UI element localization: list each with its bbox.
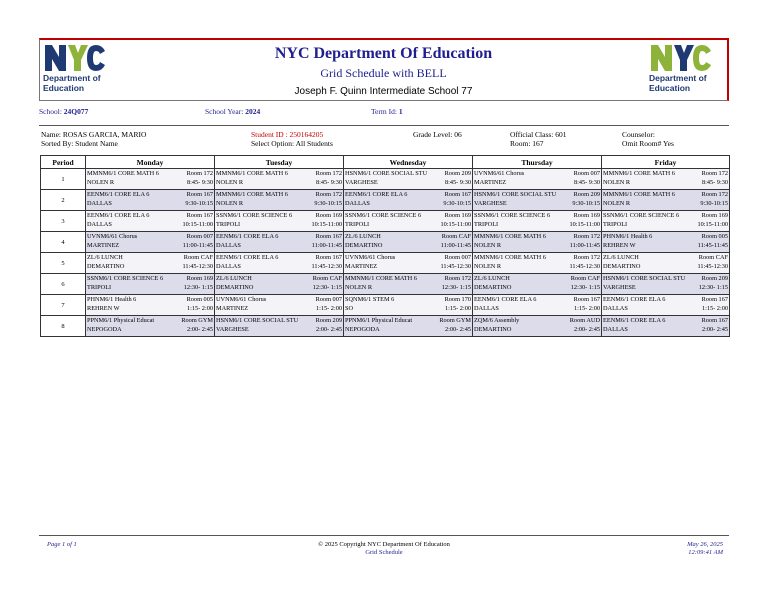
- nyc-logo-icon: [649, 43, 719, 73]
- room-number: Room 167: [315, 233, 342, 240]
- report-subtitle: Grid Schedule with BELL: [320, 66, 447, 80]
- teacher-name: DALLAS: [474, 305, 499, 312]
- schedule-cell: [86, 190, 215, 211]
- course-name: SSNM6/1 CORE SCIENCE 6: [345, 212, 422, 219]
- room-number: Room 172: [315, 170, 342, 177]
- schedule-cell: [215, 253, 344, 274]
- course-name: EENM6/1 CORE ELA 6: [216, 254, 279, 261]
- course-name: MMNM6/1 CORE MATH 6: [345, 275, 417, 282]
- period-number: 4: [41, 232, 86, 253]
- schedule-cell: [602, 169, 730, 190]
- class-time: 8:45- 9:30: [444, 179, 471, 186]
- period-number: 3: [41, 211, 86, 232]
- room-number: Room 169: [186, 275, 213, 282]
- course-name: EENM6/1 CORE ELA 6: [603, 317, 666, 324]
- class-time: 8:45- 9:30: [186, 179, 213, 186]
- class-time: 8:45- 9:30: [701, 179, 728, 186]
- omit-room: Omit Room# Yes: [622, 139, 674, 148]
- teacher-name: DEMARTINO: [474, 284, 512, 291]
- schedule-cell: [215, 274, 344, 295]
- teacher-name: DEMARTINO: [216, 284, 254, 291]
- teacher-name: VARGHESE: [603, 284, 636, 291]
- schedule-cell: [473, 295, 602, 316]
- table-row: [41, 211, 730, 232]
- footer-divider: [39, 535, 729, 536]
- teacher-name: VARGHESE: [216, 326, 249, 333]
- student-name: Name: ROSAS GARCIA, MARIO: [41, 130, 147, 139]
- logo-dept-text: [649, 73, 719, 93]
- schedule-cell: [215, 316, 344, 337]
- course-name: PPNM6/1 Physical Educat: [345, 317, 413, 324]
- class-time: 11:00-11:45: [311, 242, 342, 249]
- teacher-name: DALLAS: [345, 200, 370, 207]
- room-number: Room GYM: [439, 317, 471, 324]
- room-number: Room 169: [444, 212, 471, 219]
- counselor-block: [622, 130, 674, 148]
- print-timestamp: [687, 541, 723, 557]
- course-name: MMNM6/1 CORE MATH 6: [603, 191, 675, 198]
- class-time: 11:00-11:45: [440, 242, 471, 249]
- teacher-name: MARTINEZ: [474, 179, 507, 186]
- term-value: 1: [398, 107, 403, 116]
- class-time: 10:15-11:00: [697, 221, 728, 228]
- class-time: 2:00- 2:45: [701, 326, 728, 333]
- room-number: Room 172: [701, 191, 728, 198]
- class-time: 11:45-12:30: [569, 263, 600, 270]
- course-name: ZL/6 LUNCH: [474, 275, 510, 282]
- class-time: 11:45-12:30: [182, 263, 213, 270]
- table-row: [41, 295, 730, 316]
- room-number: Room 169: [701, 212, 728, 219]
- schedule-cell: [344, 211, 473, 232]
- teacher-name: TRIPOLI: [216, 221, 241, 228]
- room-number: Room 167: [444, 191, 471, 198]
- course-name: PPNM6/1 Physical Educat: [87, 317, 155, 324]
- class-time: 12:30- 1:15: [312, 284, 342, 291]
- class-time: 2:00- 2:45: [186, 326, 213, 333]
- room-number: Room 170: [444, 296, 471, 303]
- room-number: Room 007: [186, 233, 213, 240]
- period-number: 2: [41, 190, 86, 211]
- table-row: [41, 274, 730, 295]
- teacher-name: DEMARTINO: [603, 263, 641, 270]
- teacher-name: SO: [345, 305, 354, 312]
- course-name: SSNM6/1 CORE SCIENCE 6: [603, 212, 680, 219]
- class-time: 12:30- 1:15: [570, 284, 600, 291]
- class-time: 9:30-10:15: [443, 200, 471, 207]
- schedule-cell: [215, 190, 344, 211]
- class-time: 9:30-10:15: [185, 200, 213, 207]
- class-time: 11:00-11:45: [569, 242, 600, 249]
- course-name: EENM6/1 CORE ELA 6: [474, 296, 537, 303]
- room-number: Room CAF: [698, 254, 728, 261]
- course-name: ZL/6 LUNCH: [345, 233, 381, 240]
- schedule-cell: [602, 253, 730, 274]
- schedule-grid: [40, 155, 730, 337]
- logo-dept-line1: Department of: [43, 73, 101, 83]
- school-label: School:: [39, 107, 62, 116]
- class-time: 2:00- 2:45: [444, 326, 471, 333]
- footer-center: [0, 541, 768, 557]
- teacher-name: NOLEN R: [345, 284, 373, 291]
- room-number: Room 172: [186, 170, 213, 177]
- select-option: Select Option: All Students: [251, 139, 333, 148]
- teacher-name: TRIPOLI: [345, 221, 370, 228]
- teacher-name: MARTINEZ: [216, 305, 249, 312]
- schedule-cell: [602, 295, 730, 316]
- divider: [39, 125, 729, 126]
- student-name-block: [41, 130, 146, 148]
- room-number: Room 169: [315, 212, 342, 219]
- teacher-name: NEPOGODA: [345, 326, 380, 333]
- course-name: HSNM6/1 CORE SOCIAL STU: [345, 170, 428, 177]
- room-number: Room 167: [186, 191, 213, 198]
- teacher-name: NOLEN R: [603, 179, 631, 186]
- room-number: Room 209: [701, 275, 728, 282]
- schedule-cell: [473, 253, 602, 274]
- homeroom: Room: 167: [510, 139, 544, 148]
- room-number: Room 209: [315, 317, 342, 324]
- table-row: [41, 232, 730, 253]
- schedule-cell: [473, 232, 602, 253]
- class-time: 11:45-12:30: [440, 263, 471, 270]
- course-name: UVNM6/61 Chorus: [216, 296, 267, 303]
- room-number: Room CAF: [312, 275, 342, 282]
- class-time: 1:15- 2:00: [186, 305, 213, 312]
- class-time: 11:45-12:30: [311, 263, 342, 270]
- course-name: MMNM6/1 CORE MATH 6: [474, 254, 546, 261]
- schedule-cell: [602, 274, 730, 295]
- table-row: [41, 253, 730, 274]
- class-time: 10:15-11:00: [182, 221, 213, 228]
- col-header-tuesday: Tuesday: [215, 156, 344, 169]
- course-name: MMNM6/1 CORE MATH 6: [474, 233, 546, 240]
- schedule-cell: [473, 190, 602, 211]
- class-time: 11:45-12:30: [697, 263, 728, 270]
- schedule-cell: [344, 232, 473, 253]
- course-name: MMNM6/1 CORE MATH 6: [216, 170, 288, 177]
- period-number: 1: [41, 169, 86, 190]
- room-number: Room 169: [573, 212, 600, 219]
- teacher-name: MARTINEZ: [345, 263, 378, 270]
- schedule-cell: [215, 232, 344, 253]
- class-time: 12:30- 1:15: [183, 284, 213, 291]
- col-header-wednesday: Wednesday: [344, 156, 473, 169]
- schedule-cell: [86, 232, 215, 253]
- class-time: 10:15-11:00: [311, 221, 342, 228]
- course-name: ZQM/6 Assembly: [474, 317, 520, 324]
- period-number: 8: [41, 316, 86, 337]
- room-number: Room 172: [573, 254, 600, 261]
- class-block: [510, 130, 567, 148]
- school-value: 24Q077: [63, 107, 89, 116]
- room-number: Room 167: [315, 254, 342, 261]
- logo-dept-line2: Education: [43, 83, 85, 93]
- school-info: [39, 107, 88, 116]
- room-number: Room CAF: [570, 275, 600, 282]
- room-number: Room CAF: [441, 233, 471, 240]
- teacher-name: MARTINEZ: [87, 242, 120, 249]
- class-time: 10:15-11:00: [440, 221, 471, 228]
- teacher-name: TRIPOLI: [474, 221, 499, 228]
- course-name: ZL/6 LUNCH: [216, 275, 252, 282]
- period-number: 7: [41, 295, 86, 316]
- course-name: HSNM6/1 CORE SOCIAL STU: [603, 275, 686, 282]
- student-id: Student ID : 250164205: [251, 130, 324, 139]
- schedule-cell: [602, 190, 730, 211]
- course-name: SSNM6/1 CORE SCIENCE 6: [216, 212, 293, 219]
- room-number: Room 172: [444, 275, 471, 282]
- table-row: [41, 190, 730, 211]
- teacher-name: DALLAS: [216, 263, 241, 270]
- course-name: ZL/6 LUNCH: [87, 254, 123, 261]
- teacher-name: NOLEN R: [474, 263, 502, 270]
- room-number: Room 007: [444, 254, 471, 261]
- room-number: Room CAF: [183, 254, 213, 261]
- teacher-name: DEMARTINO: [87, 263, 125, 270]
- course-name: EENM6/1 CORE ELA 6: [87, 191, 150, 198]
- course-name: EENM6/1 CORE ELA 6: [216, 233, 279, 240]
- room-number: Room 209: [444, 170, 471, 177]
- term-label: Term Id:: [371, 107, 397, 116]
- schedule-cell: [344, 316, 473, 337]
- col-header-thursday: Thursday: [473, 156, 602, 169]
- course-name: UVNM6/61 Chorus: [474, 170, 525, 177]
- course-name: UVNM6/61 Chorus: [87, 233, 138, 240]
- class-time: 1:15- 2:00: [701, 305, 728, 312]
- schedule-cell: [344, 253, 473, 274]
- course-name: EENM6/1 CORE ELA 6: [87, 212, 150, 219]
- course-name: PHNM6/1 Health 6: [87, 296, 137, 303]
- teacher-name: VARGHESE: [474, 200, 507, 207]
- schedule-cell: [344, 190, 473, 211]
- teacher-name: DALLAS: [87, 200, 112, 207]
- period-number: 6: [41, 274, 86, 295]
- copyright: © 2025 Copyright NYC Department Of Education: [318, 541, 450, 548]
- teacher-name: REHREN W: [603, 242, 636, 249]
- class-time: 12:30- 1:15: [441, 284, 471, 291]
- schedule-cell: [473, 169, 602, 190]
- room-number: Room GYM: [181, 317, 213, 324]
- course-name: EENM6/1 CORE ELA 6: [603, 296, 666, 303]
- course-name: MMNM6/1 CORE MATH 6: [216, 191, 288, 198]
- course-name: MMNM6/1 CORE MATH 6: [87, 170, 159, 177]
- col-header-friday: Friday: [602, 156, 730, 169]
- class-time: 9:30-10:15: [314, 200, 342, 207]
- schedule-cell: [602, 211, 730, 232]
- course-name: HSNM6/1 CORE SOCIAL STU: [216, 317, 299, 324]
- teacher-name: TRIPOLI: [87, 284, 112, 291]
- room-number: Room 007: [573, 170, 600, 177]
- course-name: UVNM6/61 Chorus: [345, 254, 396, 261]
- nyc-doe-logo-right: [649, 43, 719, 93]
- print-time: 12:09:41 AM: [688, 549, 723, 556]
- course-name: HSNM6/1 CORE SOCIAL STU: [474, 191, 557, 198]
- school-year-label: School Year:: [205, 107, 244, 116]
- report-name: Grid Schedule: [365, 549, 403, 556]
- teacher-name: VARGHESE: [345, 179, 378, 186]
- period-number: 5: [41, 253, 86, 274]
- school-name: Joseph F. Quinn Intermediate School 77: [294, 86, 473, 97]
- course-name: SSNM6/1 CORE SCIENCE 6: [87, 275, 164, 282]
- schedule-cell: [473, 211, 602, 232]
- schedule-cell: [473, 316, 602, 337]
- teacher-name: NOLEN R: [474, 242, 502, 249]
- room-number: Room AUD: [569, 317, 600, 324]
- room-number: Room 167: [701, 317, 728, 324]
- grade-level: Grade Level: 06: [413, 130, 462, 139]
- class-time: 8:45- 9:30: [573, 179, 600, 186]
- room-number: Room 005: [701, 233, 728, 240]
- course-name: SSNM6/1 CORE SCIENCE 6: [474, 212, 551, 219]
- room-number: Room 172: [573, 233, 600, 240]
- class-time: 12:30- 1:15: [698, 284, 728, 291]
- schedule-cell: [215, 169, 344, 190]
- schedule-cell: [86, 316, 215, 337]
- course-name: SQNM6/1 STEM 6: [345, 296, 395, 303]
- page-number: Page 1 of 1: [47, 541, 77, 548]
- table-row: [41, 316, 730, 337]
- room-number: Room 167: [701, 296, 728, 303]
- schedule-cell: [86, 253, 215, 274]
- room-number: Room 005: [186, 296, 213, 303]
- schedule-cell: [86, 169, 215, 190]
- schedule-cell: [344, 295, 473, 316]
- course-name: PHNM6/1 Health 6: [603, 233, 653, 240]
- room-number: Room 172: [701, 170, 728, 177]
- room-number: Room 007: [315, 296, 342, 303]
- schedule-cell: [86, 211, 215, 232]
- col-header-period: Period: [41, 156, 86, 169]
- class-time: 1:15- 2:00: [315, 305, 342, 312]
- class-time: 1:15- 2:00: [444, 305, 471, 312]
- schedule-cell: [215, 295, 344, 316]
- teacher-name: NEPOGODA: [87, 326, 122, 333]
- schedule-cell: [86, 274, 215, 295]
- teacher-name: NOLEN R: [216, 200, 244, 207]
- report-header: [39, 38, 729, 101]
- table-row: [41, 169, 730, 190]
- schedule-cell: [344, 169, 473, 190]
- room-number: Room 167: [186, 212, 213, 219]
- school-year-info: [205, 107, 260, 116]
- room-number: Room 167: [573, 296, 600, 303]
- schedule-cell: [215, 211, 344, 232]
- teacher-name: NOLEN R: [603, 200, 631, 207]
- counselor: Counselor:: [622, 130, 655, 139]
- logo-dept-line1: Department of: [649, 73, 707, 83]
- class-time: 11:45-11:45: [697, 242, 728, 249]
- teacher-name: REHREN W: [87, 305, 120, 312]
- class-time: 11:00-11:45: [182, 242, 213, 249]
- term-info: [371, 107, 403, 116]
- page-title: NYC Department Of Education: [274, 45, 493, 62]
- schedule-cell: [473, 274, 602, 295]
- schedule-cell: [602, 232, 730, 253]
- teacher-name: NOLEN R: [216, 179, 244, 186]
- grid-header-row: [41, 156, 730, 169]
- course-name: MMNM6/1 CORE MATH 6: [603, 170, 675, 177]
- course-name: ZL/6 LUNCH: [603, 254, 639, 261]
- teacher-name: DEMARTINO: [345, 242, 383, 249]
- teacher-name: DALLAS: [603, 305, 628, 312]
- class-time: 8:45- 9:30: [315, 179, 342, 186]
- class-time: 9:30-10:15: [700, 200, 728, 207]
- room-number: Room 172: [315, 191, 342, 198]
- teacher-name: TRIPOLI: [603, 221, 628, 228]
- logo-dept-line2: Education: [649, 83, 691, 93]
- teacher-name: DALLAS: [87, 221, 112, 228]
- class-time: 10:15-11:00: [569, 221, 600, 228]
- class-time: 9:30-10:15: [572, 200, 600, 207]
- student-id-block: [251, 130, 333, 148]
- teacher-name: DALLAS: [216, 242, 241, 249]
- room-number: Room 209: [573, 191, 600, 198]
- col-header-monday: Monday: [86, 156, 215, 169]
- schedule-cell: [344, 274, 473, 295]
- teacher-name: NOLEN R: [87, 179, 115, 186]
- class-time: 2:00- 2:45: [315, 326, 342, 333]
- sorted-by: Sorted By: Student Name: [41, 139, 118, 148]
- course-name: EENM6/1 CORE ELA 6: [345, 191, 408, 198]
- schedule-cell: [86, 295, 215, 316]
- print-date: May 26, 2025: [687, 541, 723, 548]
- class-time: 1:15- 2:00: [573, 305, 600, 312]
- school-year-value: 2024: [245, 107, 261, 116]
- schedule-cell: [602, 316, 730, 337]
- teacher-name: DEMARTINO: [474, 326, 512, 333]
- class-time: 2:00- 2:45: [573, 326, 600, 333]
- teacher-name: DALLAS: [603, 326, 628, 333]
- official-class: Official Class: 601: [510, 130, 567, 139]
